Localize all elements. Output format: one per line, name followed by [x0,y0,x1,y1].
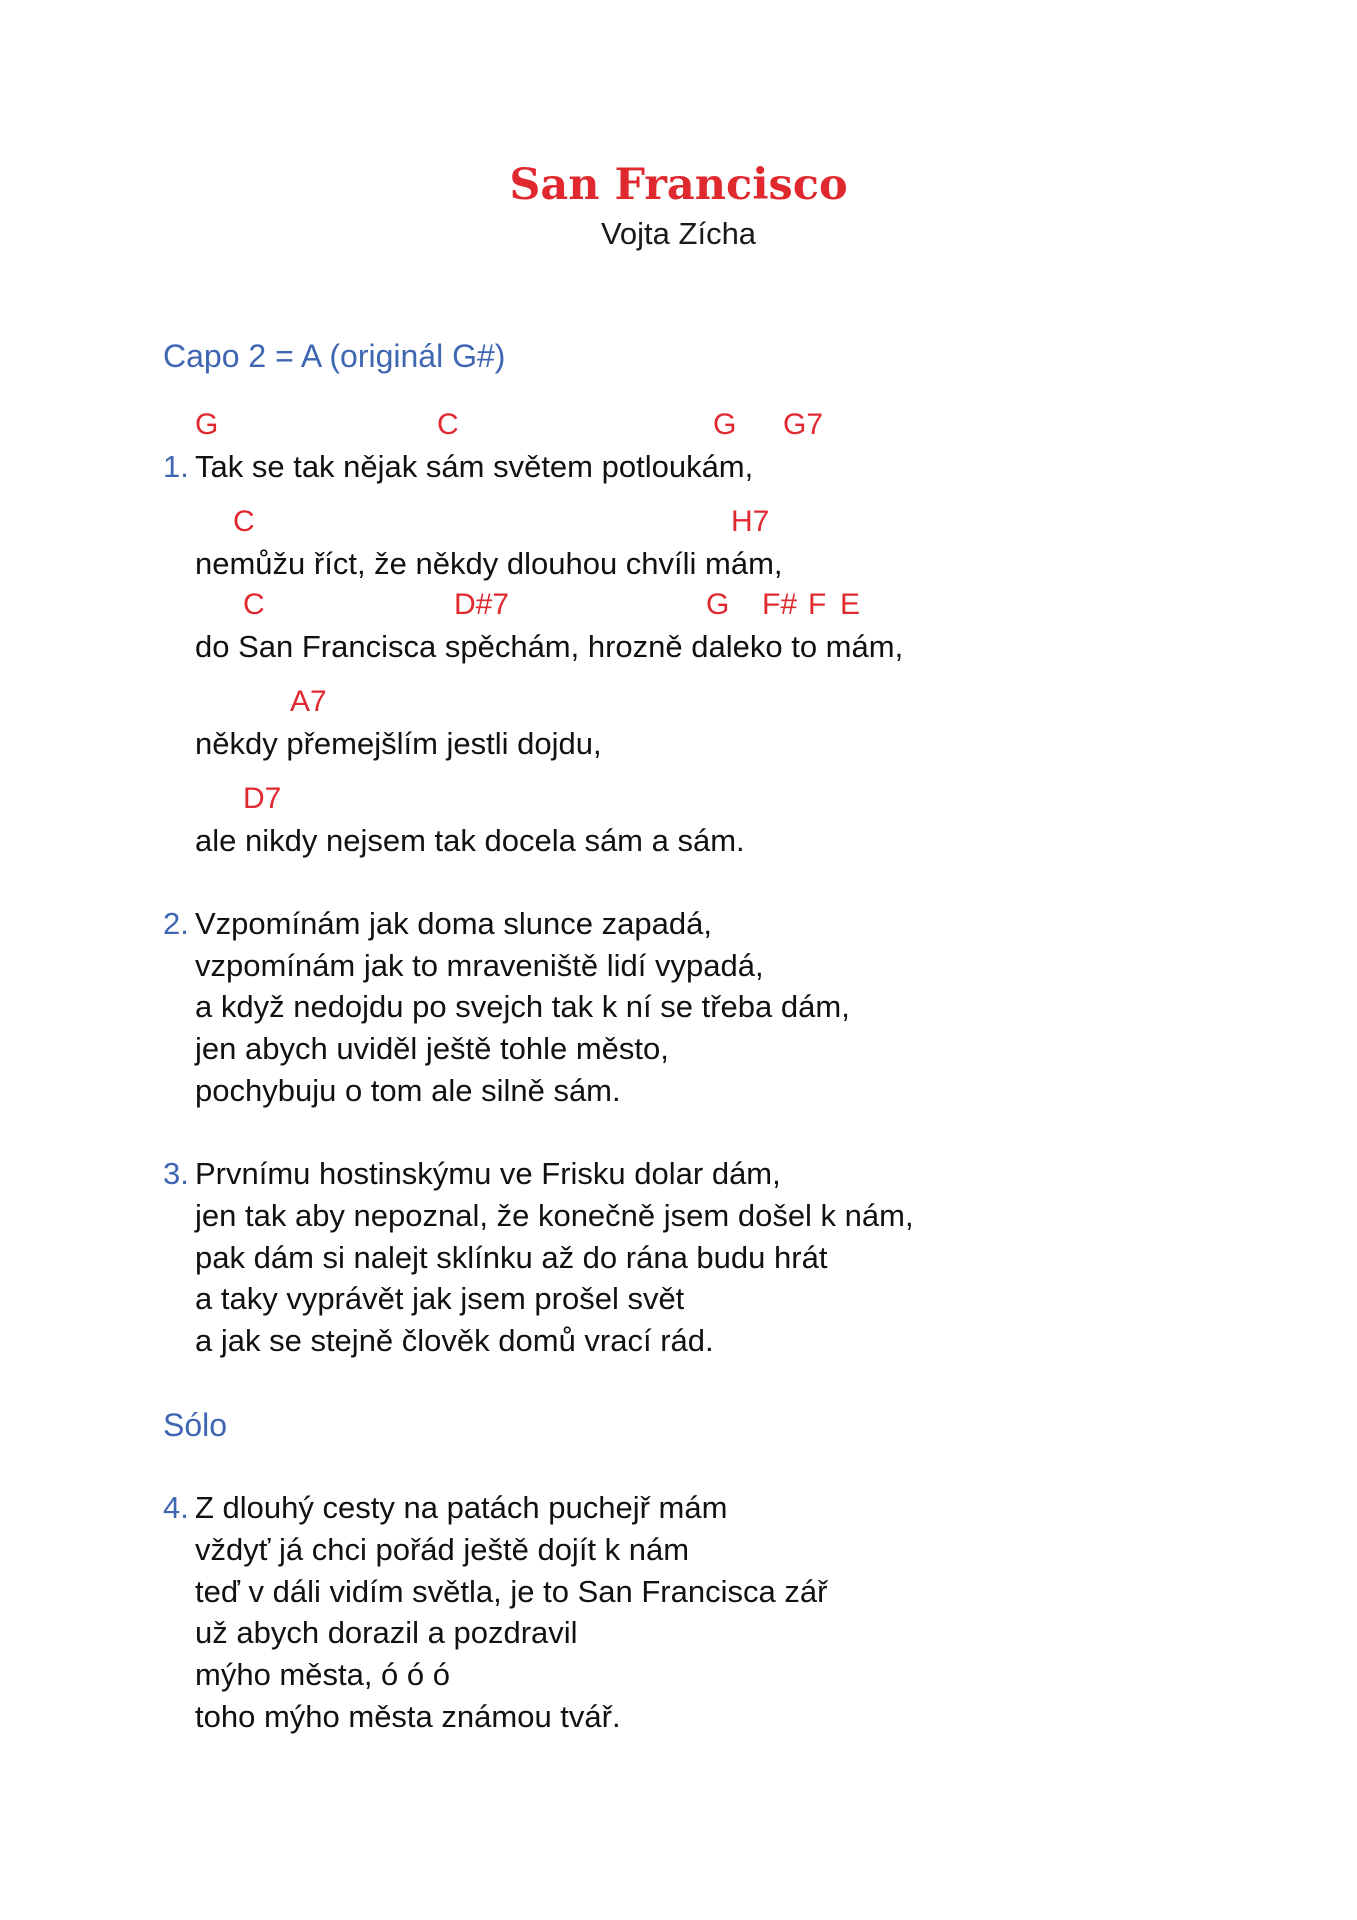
verse-number: 4. [163,1490,189,1525]
lyric-line: ale nikdy nejsem tak docela sám a sám. [195,823,745,858]
chord: G [713,408,737,441]
lyric-line: nemůžu říct, že někdy dlouhou chvíli mám, [195,546,783,581]
song-artist: Vojta Zícha [600,216,757,251]
chord: G [706,588,730,621]
chord: D7 [243,782,282,815]
lyric-line: teď v dáli vidím světla, je to San Francisca zář [195,1574,828,1609]
capo-note: Capo 2 = A (originál G#) [163,338,506,374]
lyric-line: pochybuju o tom ale silně sám. [195,1073,621,1108]
chord: E [840,588,861,621]
verse-number: 3. [163,1156,189,1191]
lyric-line: už abych dorazil a pozdravil [195,1615,578,1650]
lyric-line: mýho města, ó ó ó [195,1657,451,1692]
lyric-line: jen tak aby nepoznal, že konečně jsem došel k nám, [195,1198,914,1233]
lyric-line: jen abych uviděl ještě tohle město, [195,1031,669,1066]
verse-number: 1. [163,449,189,484]
chord: F [808,588,827,621]
chord: G [195,408,219,441]
lyric-line: a jak se stejně člověk domů vrací rád. [195,1323,714,1358]
lyric-line: pak dám si nalejt sklínku až do rána budu hrát [195,1240,828,1275]
lyric-line: Tak se tak nějak sám světem potloukám, [195,449,754,484]
lyric-line: a když nedojdu po svejch tak k ní se třeba dám, [195,989,850,1024]
lyric-line: vždyť já chci pořád ještě dojít k nám [195,1532,690,1567]
chord: C [243,588,265,621]
chord: H7 [731,505,770,538]
lyric-line: vzpomínám jak to mraveniště lidí vypadá, [195,948,764,983]
lyric-line: toho mýho města známou tvář. [195,1699,621,1734]
chord: A7 [290,685,327,718]
chord: C [437,408,459,441]
chord: D#7 [454,588,510,621]
solo-label: Sólo [163,1407,228,1443]
chord: G7 [783,408,824,441]
song-title: San Francisco [509,160,848,210]
lyric-line: a taky vyprávět jak jsem prošel svět [195,1281,685,1316]
lyric-line: Z dlouhý cesty na patách puchejř mám [195,1490,728,1525]
verse-number: 2. [163,906,189,941]
chord: F# [762,588,798,621]
lyric-line: Vzpomínám jak doma slunce zapadá, [195,906,712,941]
lyric-line: někdy přemejšlím jestli dojdu, [195,726,602,761]
lyric-line: Prvnímu hostinskýmu ve Frisku dolar dám, [195,1156,781,1191]
lyric-line: do San Francisca spěchám, hrozně daleko to mám, [195,629,904,664]
chord: C [233,505,255,538]
